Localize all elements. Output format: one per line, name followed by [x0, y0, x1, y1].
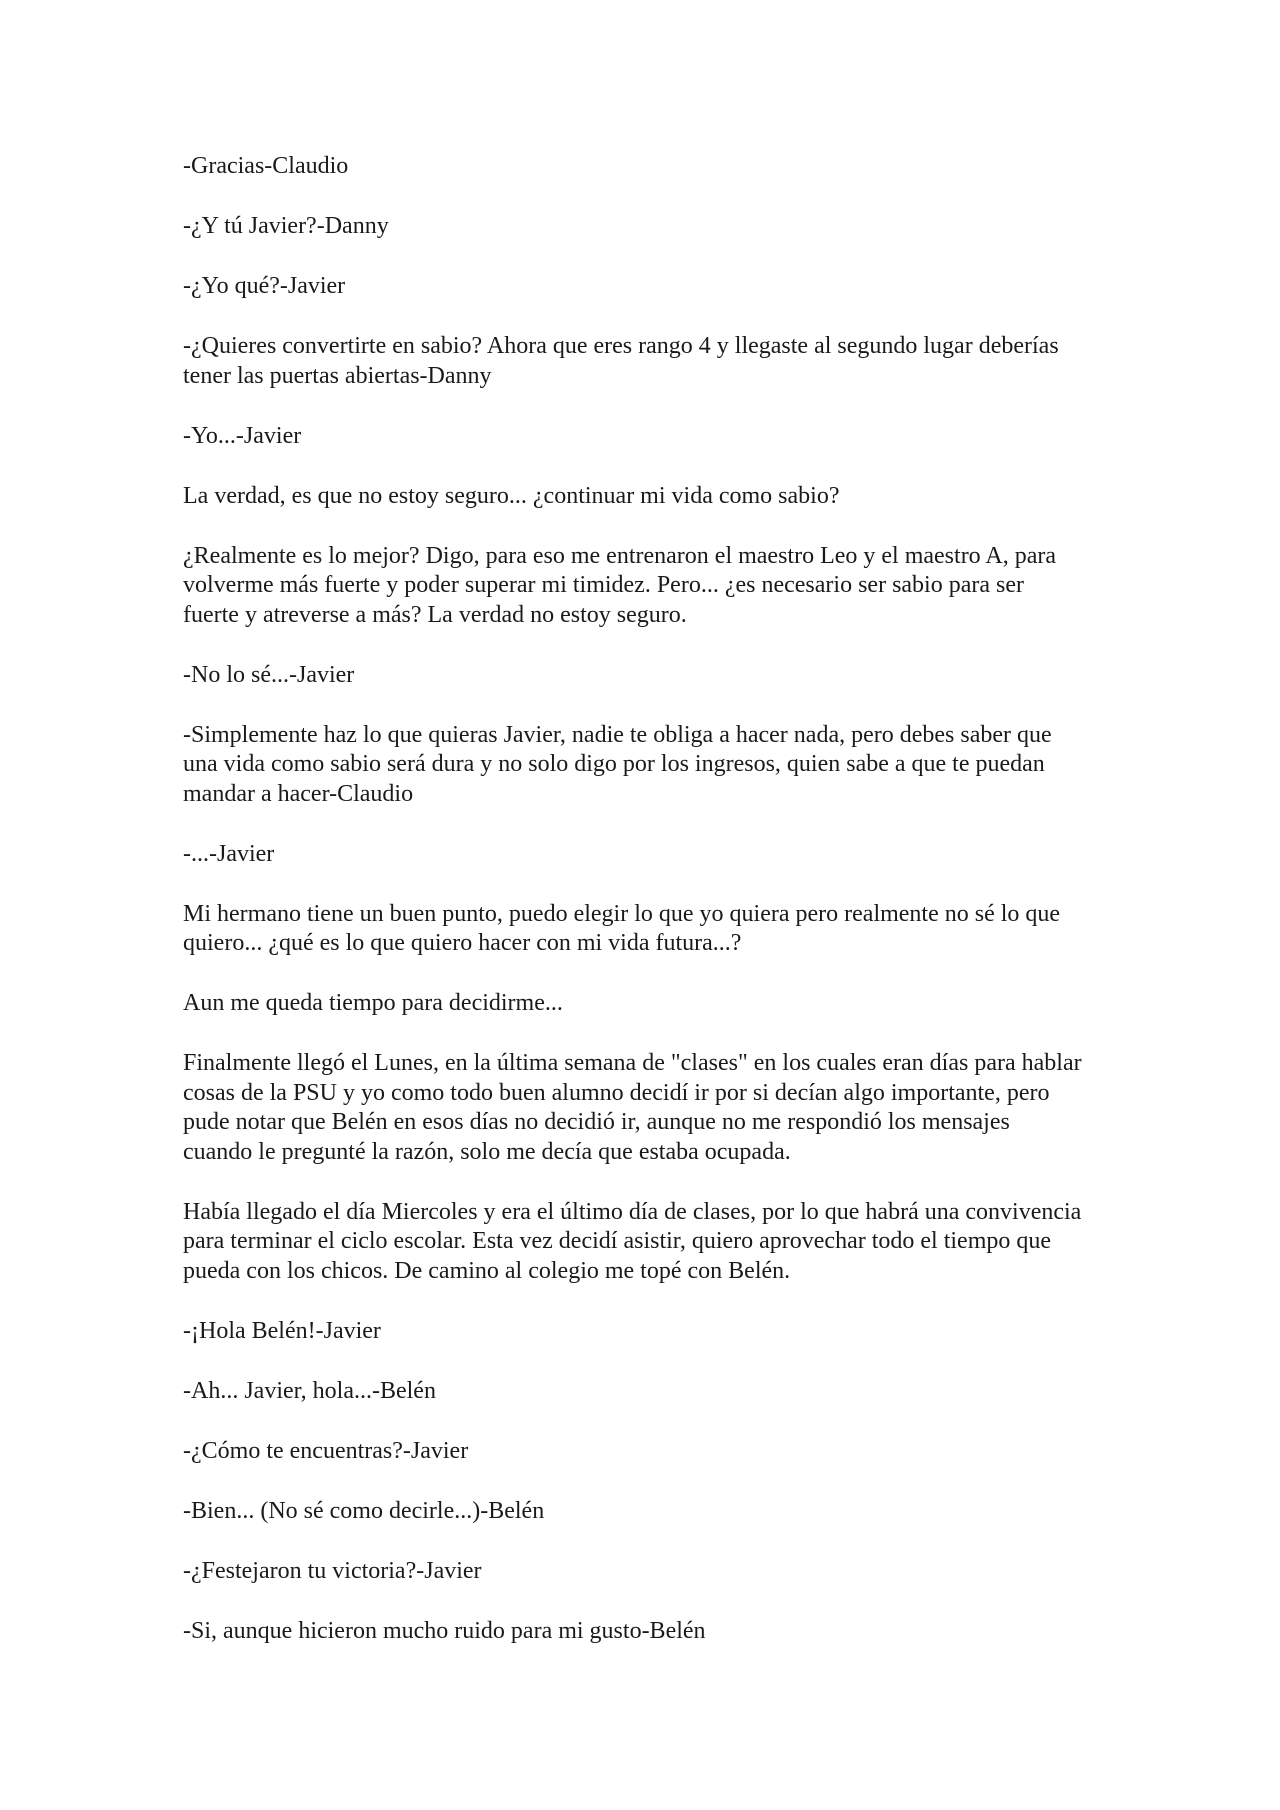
paragraph: -...-Javier [183, 840, 275, 867]
paragraph: -¿Cómo te encuentras?-Javier [183, 1437, 469, 1464]
paragraph: La verdad, es que no estoy seguro... ¿continuar mi vida como sabio? [183, 482, 840, 509]
paragraph: Mi hermano tiene un buen punto, puedo elegir lo que yo quiera pero realmente no sé lo que quiero... ¿qué es lo que quiero hacer con mi vida futura...? [183, 900, 1061, 956]
paragraph: Finalmente llegó el Lunes, en la última semana de "clases" en los cuales eran días para hablar cosas de la PSU y yo como todo buen alumno decidí ir por si decían algo importante, pero pude notar que Belén en esos días no decidió ir, aunque no me respondió los mensajes cuando le pregunté la razón, solo me decía que estaba ocupada. [183, 1050, 1082, 1165]
paragraph: -¿Festejaron tu victoria?-Javier [183, 1557, 482, 1584]
paragraph: -Bien... (No sé como decirle...)-Belén [183, 1497, 545, 1524]
paragraph: -Yo...-Javier [183, 422, 302, 449]
paragraph: -¡Hola Belén!-Javier [183, 1317, 381, 1344]
paragraph: -Ah... Javier, hola...-Belén [183, 1377, 436, 1404]
paragraph: -Gracias-Claudio [183, 153, 349, 179]
document-body [183, 152, 1083, 1677]
paragraph: Aun me queda tiempo para decidirme... [183, 990, 563, 1016]
paragraph: -¿Y tú Javier?-Danny [183, 213, 389, 239]
paragraph: -Simplemente haz lo que quieras Javier, nadie te obliga a hacer nada, pero debes saber que una vida como sabio será dura y no solo digo por los ingresos, quien sabe a que te puedan mandar a hacer-Claudio [183, 721, 1052, 807]
paragraph: -Si, aunque hicieron mucho ruido para mi gusto-Belén [183, 1617, 706, 1644]
paragraph: Había llegado el día Miercoles y era el último día de clases, por lo que habrá una convivencia para terminar el ciclo escolar. Esta vez decidí asistir, quiero aprovechar todo el tiempo que pueda con los chicos. De camino al colegio me topé con Belén. [183, 1198, 1082, 1284]
paragraph: ¿Realmente es lo mejor? Digo, para eso me entrenaron el maestro Leo y el maestro A, para volverme más fuerte y poder superar mi timidez. Pero... ¿es necesario ser sabio para ser fuerte y atreverse a más? La verdad no estoy seguro. [183, 542, 1056, 628]
paragraph: -¿Yo qué?-Javier [183, 273, 346, 299]
paragraph: -¿Quieres convertirte en sabio? Ahora que eres rango 4 y llegaste al segundo lugar deberías tener las puertas abiertas-Danny [183, 333, 1059, 389]
paragraph: -No lo sé...-Javier [183, 661, 355, 688]
